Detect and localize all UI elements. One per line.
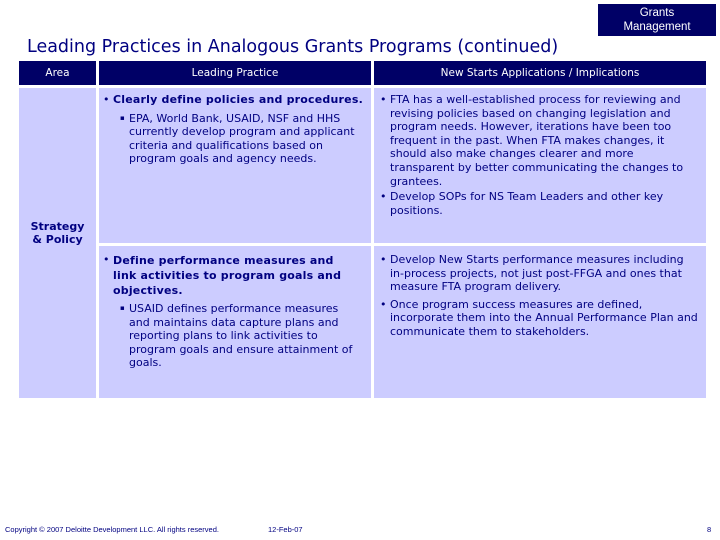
area-label-line1: Strategy: [30, 220, 85, 233]
section-tag-line2: Management: [623, 21, 691, 33]
area-label: [19, 220, 96, 246]
implication-text: FTA has a well-established process for reviewing and revising policies based on changing legislation and program needs. However, iterations have been too frequent in the past. When FTA makes changes, it should also make changes clearer and more transparent by better communicating the changes to grantees.: [390, 93, 684, 188]
sub-bullet-icon: ▪: [120, 304, 125, 312]
implication-item: [380, 190, 700, 217]
header-area: Area: [19, 61, 96, 85]
implication-text: Once program success measures are defined, incorporate them into the Annual Performance Plan and communicate them to stakeholders.: [390, 297, 698, 338]
footer-page-number: 8: [707, 525, 712, 534]
practice-sub-bullet: [120, 112, 365, 166]
header-implications: New Starts Applications / Implications: [374, 61, 706, 85]
sub-bullet-icon: ▪: [120, 113, 125, 122]
implications-text-1: [380, 93, 700, 222]
implication-text: Develop New Starts performance measures including in-process projects, not just post-FFGA and ones that measure FTA program delivery.: [390, 253, 684, 294]
practice-main: Clearly define policies and procedures.: [113, 93, 363, 106]
practice-sub-bullet: [120, 302, 361, 370]
practice-bullet: [103, 253, 361, 298]
implication-item: [380, 93, 700, 188]
area-label-line2: & Policy: [32, 233, 83, 246]
bullet-icon: •: [380, 190, 387, 204]
implications-text-2: [380, 253, 700, 344]
implication-text: Develop SOPs for NS Team Leaders and other key positions.: [390, 190, 664, 217]
section-tag-line1: Grants: [639, 7, 675, 19]
practice-sub: USAID defines performance measures and maintains data capture plans and reporting plans to link activities to program goals and ensure attainment of goals.: [129, 302, 353, 370]
practice-text-2: [103, 253, 361, 370]
bullet-icon: •: [103, 253, 110, 266]
page-title: Leading Practices in Analogous Grants Programs (continued): [27, 37, 559, 57]
bullet-icon: •: [380, 253, 387, 266]
implication-item: [380, 298, 700, 339]
section-tag: [598, 4, 716, 36]
practice-bullet: [103, 93, 365, 107]
practice-sub: EPA, World Bank, USAID, NSF and HHS currently develop program and applicant criteria and qualifications based on program goals and agency needs.: [129, 111, 355, 166]
practice-text-1: [103, 93, 365, 166]
footer-copyright: Copyright © 2007 Deloitte Development LLC. All rights reserved.: [5, 525, 219, 534]
header-leading-practice: Leading Practice: [99, 61, 371, 85]
implication-item: [380, 253, 700, 294]
footer-date: 12-Feb-07: [268, 525, 303, 534]
practice-main: Define performance measures and link activities to program goals and objectives.: [113, 254, 342, 297]
bullet-icon: •: [380, 93, 387, 106]
bullet-icon: •: [103, 93, 110, 106]
bullet-icon: •: [380, 297, 387, 311]
